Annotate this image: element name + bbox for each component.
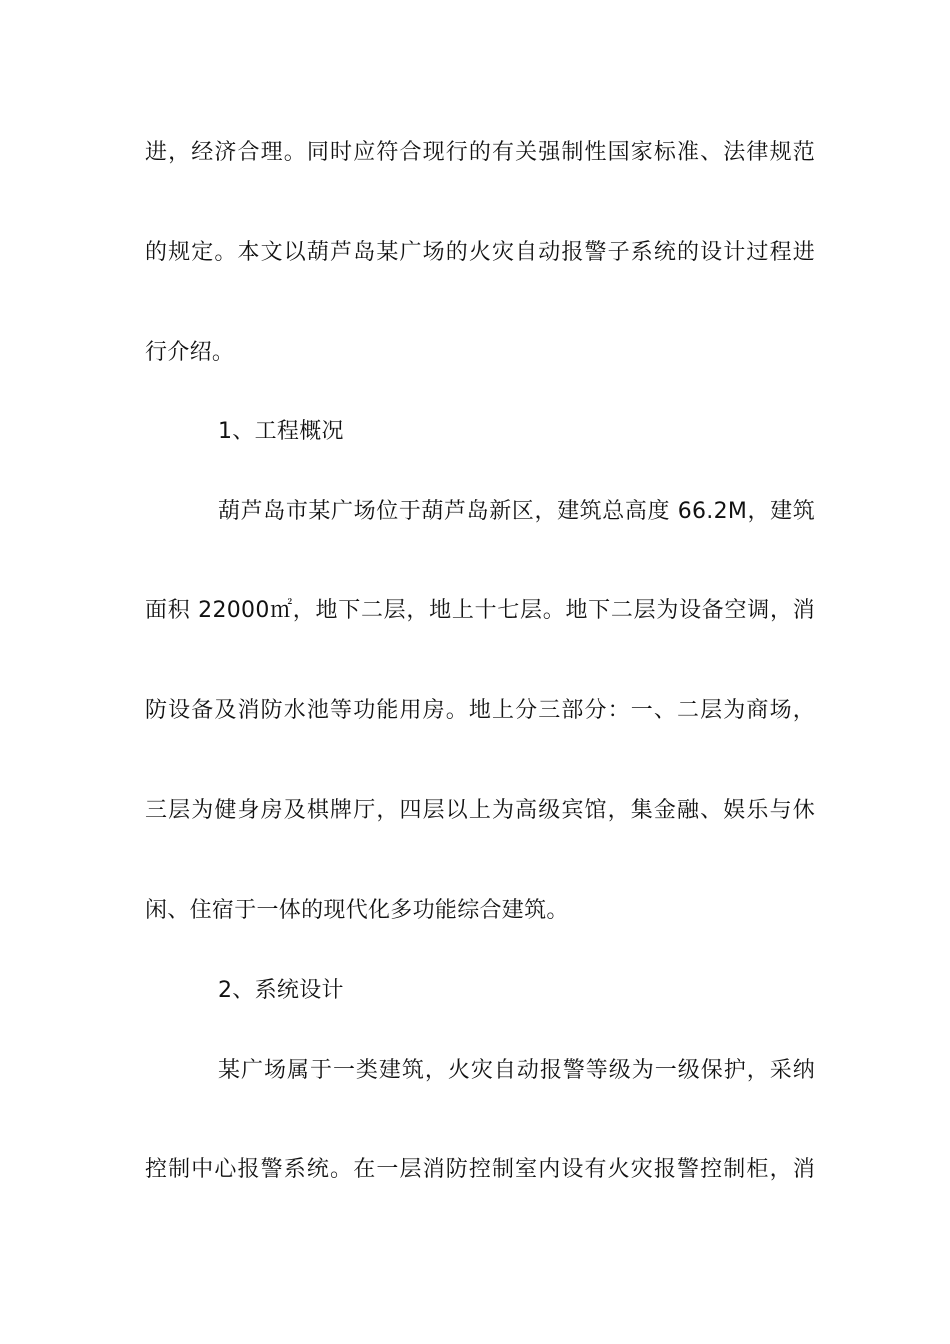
paragraph-line: 行介绍。 [145,340,235,365]
paragraph-line: 闲、住宿于一体的现代化多功能综合建筑。 [145,898,569,923]
paragraph-line: 进，经济合理。同时应符合现行的有关强制性国家标准、法律规范 [145,140,815,165]
paragraph-line: 的规定。本文以葫芦岛某广场的火灾自动报警子系统的设计过程进 [145,240,815,265]
paragraph-line: 葫芦岛市某广场位于葫芦岛新区，建筑总高度 66.2M，建筑 [218,499,815,524]
paragraph-line: 控制中心报警系统。在一层消防控制室内设有火灾报警控制柜，消 [145,1157,815,1182]
paragraph-line: 防设备及消防水池等功能用房。地上分三部分：一、二层为商场， [145,698,815,723]
paragraph-line: 某广场属于一类建筑，火灾自动报警等级为一级保护，采纳 [218,1058,815,1083]
section-heading: 2、系统设计 [218,978,344,1003]
paragraph-line: 三层为健身房及棋牌厅，四层以上为高级宾馆，集金融、娱乐与休 [145,798,815,823]
section-heading: 1、工程概况 [218,419,344,444]
paragraph-line: 面积 22000㎡，地下二层，地上十七层。地下二层为设备空调，消 [145,598,815,623]
